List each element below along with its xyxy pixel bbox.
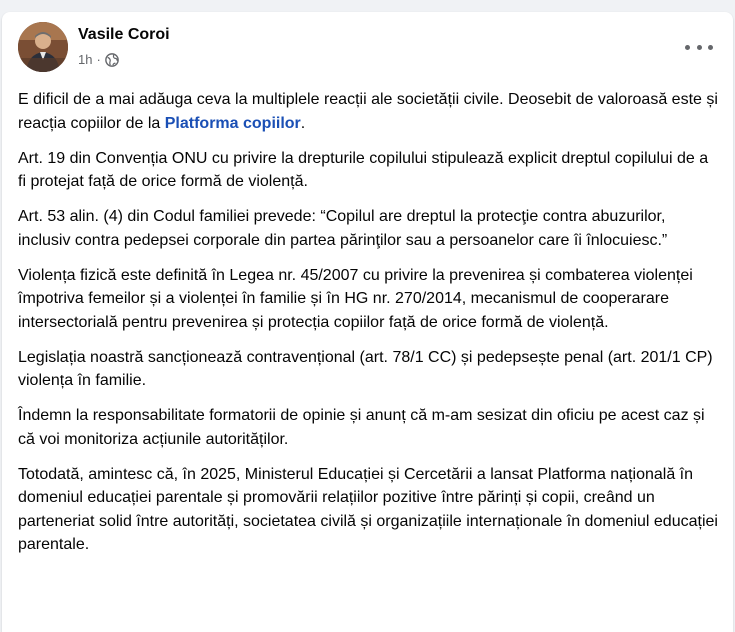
post-time[interactable]: 1h [78,52,93,67]
author-name[interactable]: Vasile Coroi [78,26,170,43]
post-meta [78,52,119,67]
paragraph-1: E dificil de a mai adăuga ceva la multiplele reacții ale societății civile. Deosebit de valoroasă este și reacția copiilor de la Platforma copiilor. [18,91,718,132]
platforma-copiilor-link[interactable]: Platforma copiilor [164,114,301,132]
avatar-photo [18,22,68,72]
paragraph-6: Îndemn la responsabilitate formatorii de opinie și anunț că m-am sesizat din oficiu pe acest caz și că voi monitoriza acțiunile autorităților. [18,407,705,448]
post-card [2,12,733,632]
post-text [18,88,719,568]
meta-separator: · [96,52,101,67]
avatar[interactable] [18,22,68,72]
paragraph-5: Legislația noastră sancționează contravențional (art. 78/1 CC) și pedepsește penal (art. 201/1 CP) violența în familie. [18,348,713,389]
globe-icon[interactable] [105,53,119,67]
more-options-icon[interactable] [685,40,713,54]
paragraph-2: Art. 19 din Convenția ONU cu privire la drepturile copilului stipulează explicit dreptul copilului de a fi protejat față de orice formă de violență. [18,149,709,190]
post-header [18,22,717,74]
paragraph-3: Art. 53 alin. (4) din Codul familiei prevede: “Copilul are dreptul la protecţie contra abuzurilor, inclusiv contra pedepsei corporale din partea părinţilor sau a persoanelor care îi înlocuiesc.” [18,208,668,249]
paragraph-7: Totodată, amintesc că, în 2025, Ministerul Educației și Cercetării a lansat Platforma națională în domeniul educației parentale și promovării relațiilor pozitive între părinți și copii, creând un parteneriat solid între autorități, societatea civilă și organizațiile internaționale în domeniul educației parentale. [18,465,718,553]
paragraph-4: Violența fizică este definită în Legea nr. 45/2007 cu privire la prevenirea și combaterea violenței împotriva femeilor și a violenței în familie și în HG nr. 270/2014, mecanismul de cooperarare intersectorială pentru prevenirea și protecția copiilor față de orice formă de violență. [18,266,693,331]
